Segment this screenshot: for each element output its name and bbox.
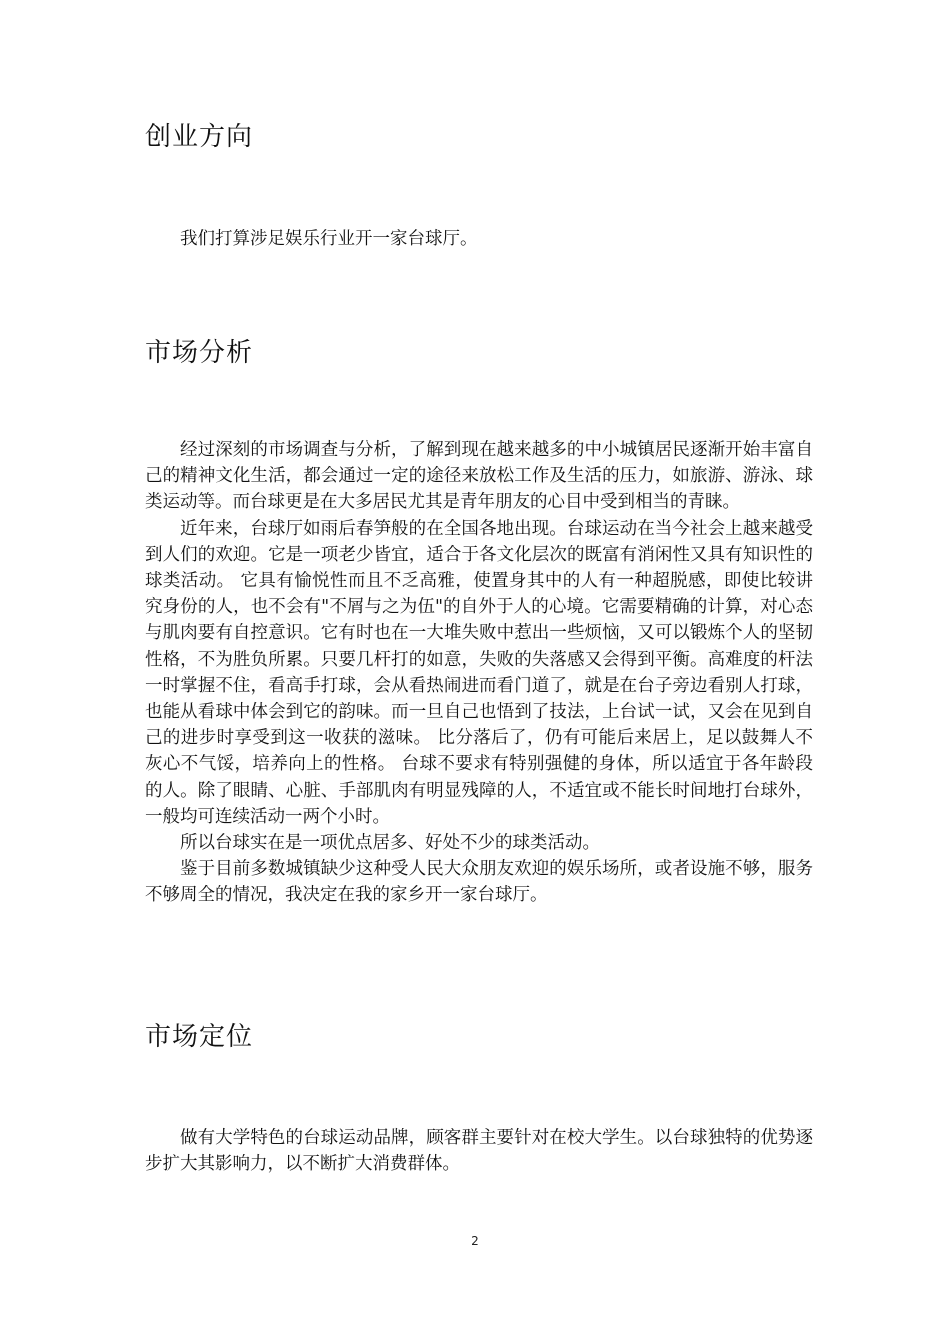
section-heading-market-positioning: 市场定位 xyxy=(145,1022,254,1052)
section-body-market-analysis xyxy=(145,437,813,909)
paragraph: 经过深刻的市场调查与分析，了解到现在越来越多的中小城镇居民逐渐开始丰富自己的精神文化生活，都会通过一定的途径来放松工作及生活的压力，如旅游、游泳、球类运动等。而台球更是在大多居民尤其是青年朋友的心目中受到相当的青睐。 xyxy=(145,440,813,513)
page-number: 2 xyxy=(471,1234,479,1248)
section-body-business-direction xyxy=(145,226,813,252)
paragraph: 鉴于目前多数城镇缺少这种受人民大众朋友欢迎的娱乐场所，或者设施不够，服务不够周全的情况，我决定在我的家乡开一家台球厅。 xyxy=(145,859,813,906)
paragraph: 做有大学特色的台球运动品牌，顾客群主要针对在校大学生。以台球独特的优势逐步扩大其影响力，以不断扩大消费群体。 xyxy=(145,1128,813,1175)
paragraph: 所以台球实在是一项优点居多、好处不少的球类活动。 xyxy=(180,833,600,854)
section-body-market-positioning xyxy=(145,1125,813,1177)
paragraph: 近年来，台球厅如雨后春笋般的在全国各地出现。台球运动在当今社会上越来越受到人们的欢迎。它是一项老少皆宜，适合于各文化层次的既富有消闲性又具有知识性的球类活动。 它具有愉悦性而且不乏高雅，使置身其中的人有一种超脱感，即使比较讲究身份的人，也不会有"不屑与之为伍"的自外于人的心境。它需要精确的计算，对心态与肌肉要有自控意识。它有时也在一大堆失败中惹出一些烦恼，又可以锻炼个人的坚韧性格，不为胜负所累。只要几杆打的如意，失败的失落感又会得到平衡。高难度的杆法一时掌握不住，看高手打球，会从看热闹进而看门道了，就是在台子旁边看别人打球，也能从看球中体会到它的韵味。而一旦自己也悟到了技法，上台试一试，又会在见到自己的进步时享受到这一收获的滋味。 比分落后了，仍有可能后来居上，足以鼓舞人不灰心不气馁，培养向上的性格。 台球不要求有特别强健的身体，所以适宜于各年龄段的人。除了眼睛、心脏、手部肌肉有明显残障的人，不适宜或不能长时间地打台球外，一般均可连续活动一两个小时。 xyxy=(145,518,813,827)
section-heading-business-direction: 创业方向 xyxy=(145,122,254,152)
paragraph: 我们打算涉足娱乐行业开一家台球厅。 xyxy=(180,229,478,249)
section-heading-market-analysis: 市场分析 xyxy=(145,338,254,368)
